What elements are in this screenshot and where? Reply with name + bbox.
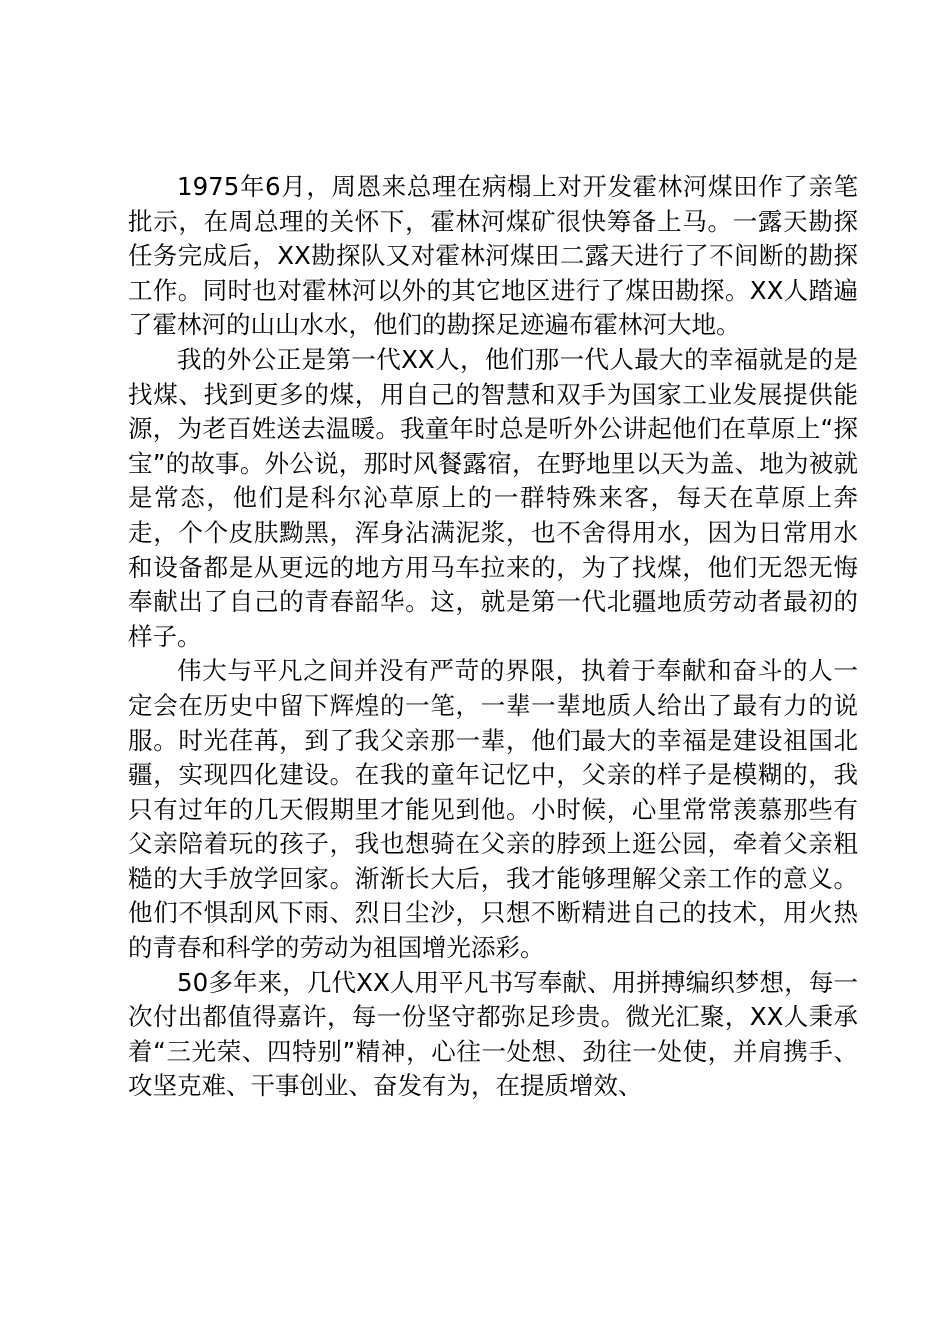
document-page: [128, 170, 858, 1104]
paragraph-3: 伟大与平凡之间并没有严苛的界限，执着于奉献和奋斗的人一定会在历史中留下辉煌的一笔，一辈一辈地质人给出了最有力的说服。时光荏苒，到了我父亲那一辈，他们最大的幸福是建设祖国北疆，实现四化建设。在我的童年记忆中，父亲的样子是模糊的，我只有过年的几天假期里才能见到他。小时候，心里常常羡慕那些有父亲陪着玩的孩子，我也想骑在父亲的脖颈上逛公园，牵着父亲粗糙的大手放学回家。渐渐长大后，我才能够理解父亲工作的意义。他们不惧刮风下雨、烈日尘沙，只想不断精进自己的技术，用火热的青春和科学的劳动为祖国增光添彩。: [128, 656, 858, 963]
paragraph-4: 50多年来，几代XX人用平凡书写奉献、用拼搏编织梦想，每一次付出都值得嘉许，每一份坚守都弥足珍贵。微光汇聚，XX人秉承着“三光荣、四特别”精神，心往一处想、劲往一处使，并肩携手、攻坚克难、干事创业、奋发有为，在提质增效、: [128, 967, 858, 1101]
paragraph-2: 我的外公正是第一代XX人，他们那一代人最大的幸福就是的是找煤、找到更多的煤，用自己的智慧和双手为国家工业发展提供能源，为老百姓送去温暖。我童年时总是听外公讲起他们在草原上“探宝”的故事。外公说，那时风餐露宿，在野地里以天为盖、地为被就是常态，他们是科尔沁草原上的一群特殊来客，每天在草原上奔走，个个皮肤黝黑，浑身沾满泥浆，也不舍得用水，因为日常用水和设备都是从更远的地方用马车拉来的，为了找煤，他们无怨无悔奉献出了自己的青春韶华。这，就是第一代北疆地质劳动者最初的样子。: [128, 344, 858, 651]
paragraph-1: 1975年6月，周恩来总理在病榻上对开发霍林河煤田作了亲笔批示，在周总理的关怀下，霍林河煤矿很快筹备上马。一露天勘探任务完成后，XX勘探队又对霍林河煤田二露天进行了不间断的勘探工作。同时也对霍林河以外的其它地区进行了煤田勘探。XX人踏遍了霍林河的山山水水，他们的勘探足迹遍布霍林河大地。: [128, 172, 858, 340]
